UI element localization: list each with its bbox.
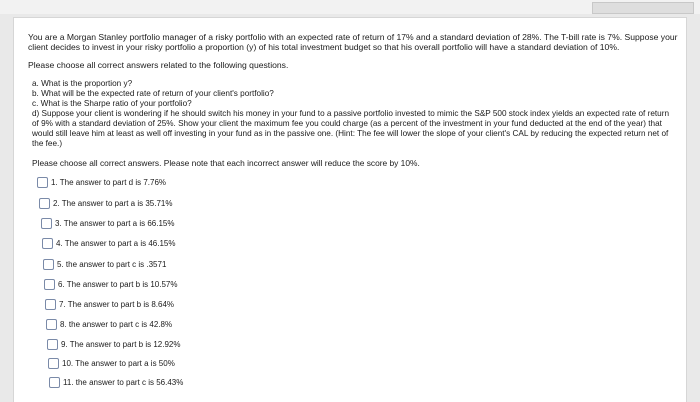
answer-options [14,18,686,402]
answer-option[interactable] [45,299,174,310]
problem-intro: You are a Morgan Stanley portfolio manager of a risky portfolio with an expected rate of return of 17% and a standard deviation of 28%. The T-bill rate is 7%. Suppose your client decides to invest in your risky portfolio a proportion (y) of his total investment budget so that his overall portfolio will have a standard deviation of 10%. [28,32,678,53]
checkbox[interactable] [46,319,57,330]
checkbox[interactable] [44,279,55,290]
question-c: c. What is the Sharpe ratio of your portfolio? [32,99,192,108]
answer-option[interactable] [37,177,166,188]
checkbox[interactable] [41,218,52,229]
answer-option[interactable] [44,279,177,290]
answer-option[interactable] [49,377,183,388]
checkbox[interactable] [48,358,59,369]
answer-option[interactable] [42,238,175,249]
answer-option-label: 11. the answer to part c is 56.43% [63,378,184,387]
answer-option[interactable] [48,358,175,369]
checkbox[interactable] [39,198,50,209]
answer-option[interactable] [39,198,172,209]
answer-option-label: 10. The answer to part a is 50% [62,359,175,368]
answer-option-label: 9. The answer to part b is 12.92% [61,340,181,349]
answer-option-label: 2. The answer to part a is 35.71% [53,199,173,208]
checkbox[interactable] [47,339,58,350]
answer-option-label: 5. the answer to part c is .3571 [57,260,167,269]
answer-instruction: Please choose all correct answers. Please note that each incorrect answer will reduce the score by 10%. [32,158,420,168]
answer-option-label: 1. The answer to part d is 7.76% [51,178,167,187]
answer-option-label: 7. The answer to part b is 8.64% [59,300,175,309]
problem-instruction: Please choose all correct answers related to the following questions. [28,60,289,70]
top-bar-accent [592,2,694,14]
answer-option-label: 4. The answer to part a is 46.15% [56,239,176,248]
answer-option[interactable] [41,218,174,229]
checkbox[interactable] [37,177,48,188]
bottom-fade [14,390,686,402]
answer-option-label: 8. the answer to part c is 42.8% [60,320,173,329]
answer-option[interactable] [46,319,172,330]
question-card [13,17,687,402]
top-bar [0,0,700,14]
answer-option-label: 3. The answer to part a is 66.15% [55,219,175,228]
checkbox[interactable] [42,238,53,249]
answer-option[interactable] [43,259,166,270]
checkbox[interactable] [43,259,54,270]
answer-option[interactable] [47,339,180,350]
question-b: b. What will be the expected rate of return of your client's portfolio? [32,89,274,98]
checkbox[interactable] [45,299,56,310]
question-a: a. What is the proportion y? [32,79,133,88]
checkbox[interactable] [49,377,60,388]
answer-option-label: 6. The answer to part b is 10.57% [58,280,178,289]
question-d: d) Suppose your client is wondering if he should switch his money in your fund to a passive portfolio invested to mimic the S&P 500 stock index yields an expected rate of return of 9% with a standard deviation of 25%. Show your client the maximum fee you could charge (as a percent of the investment in your fund deducted at the end of the year) that would still leave him at least as well off investing in your fund as in the passive one. (Hint: The fee will lower the slope of your client's CAL by reducing the expected return net of the fee.) [32,109,669,148]
